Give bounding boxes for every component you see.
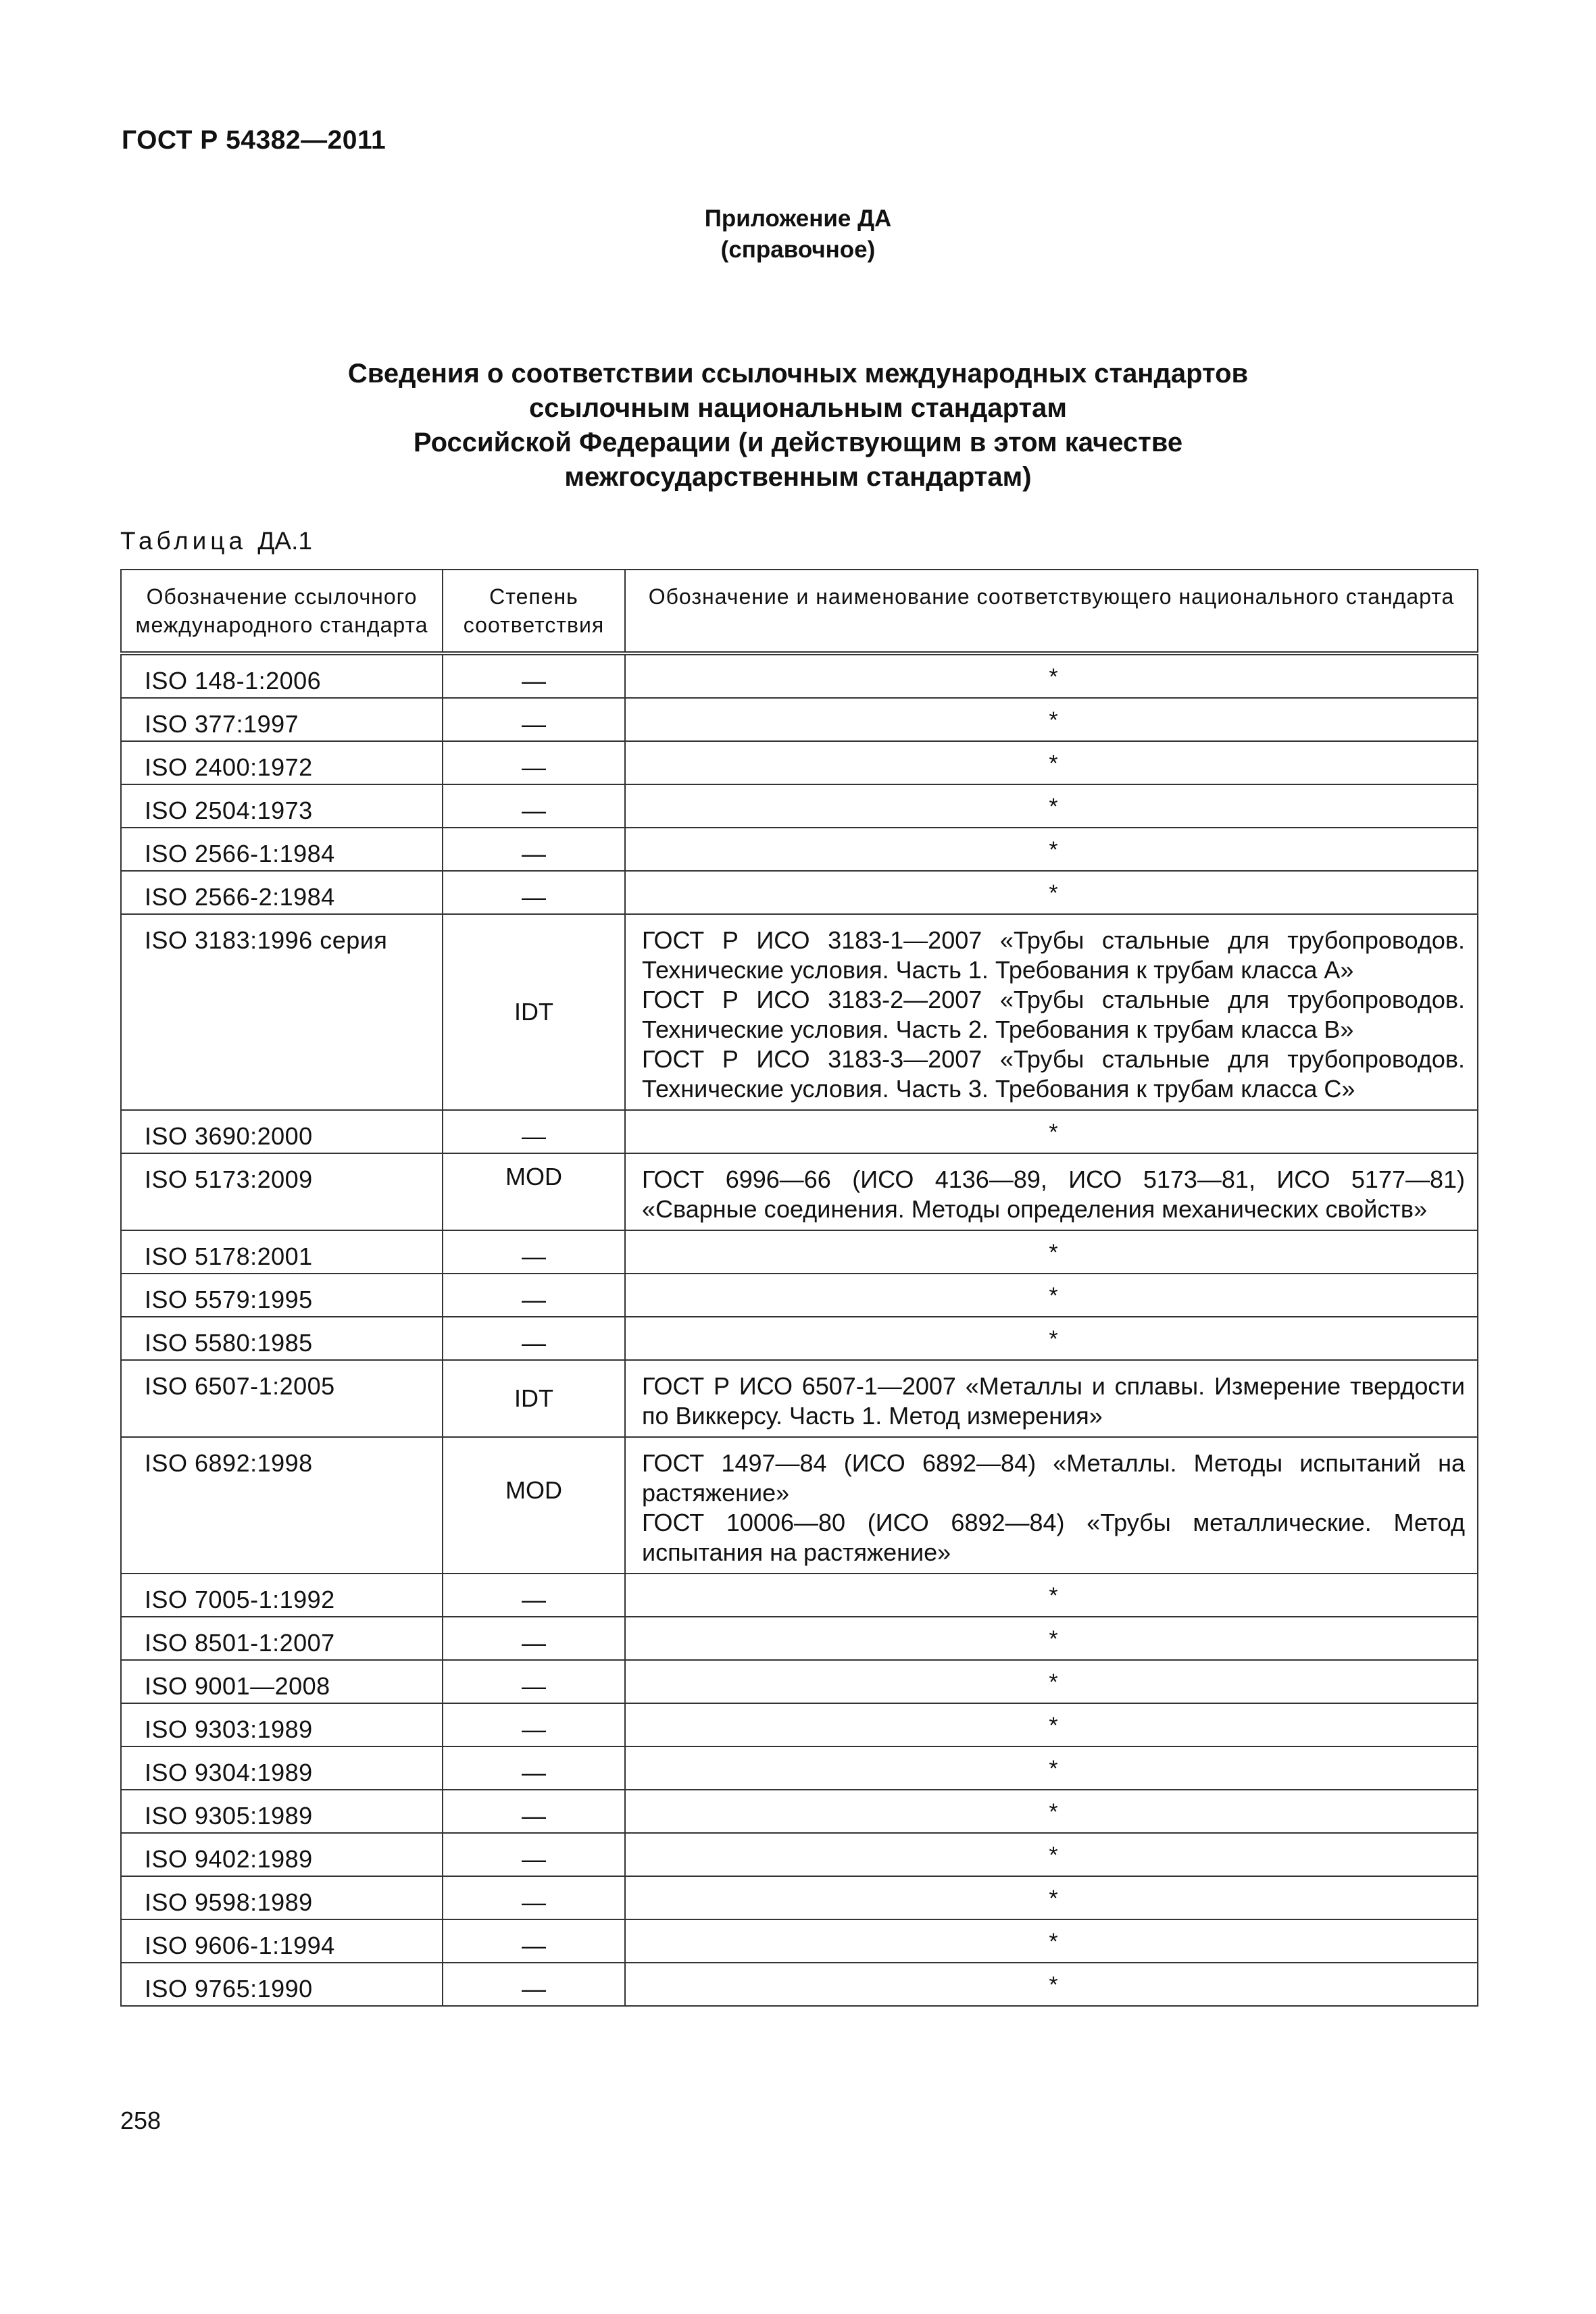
cell-international-standard: ISO 2504:1973 xyxy=(121,784,443,828)
cell-international-standard: ISO 2566-1:1984 xyxy=(121,828,443,871)
cell-national-standard: * xyxy=(625,1230,1478,1274)
cell-national-standard: * xyxy=(625,698,1478,741)
table-row xyxy=(121,1660,1478,1703)
cell-international-standard: ISO 9402:1989 xyxy=(121,1833,443,1876)
table-row xyxy=(121,1110,1478,1153)
cell-degree: — xyxy=(443,1617,625,1660)
cell-international-standard: ISO 9305:1989 xyxy=(121,1790,443,1833)
cell-national-standard: * xyxy=(625,1110,1478,1153)
cell-international-standard: ISO 6507-1:2005 xyxy=(121,1360,443,1437)
table-row xyxy=(121,784,1478,828)
cell-degree: — xyxy=(443,698,625,741)
table-row xyxy=(121,1437,1478,1574)
column-header-degree: Степень соответствия xyxy=(443,570,625,653)
cell-international-standard: ISO 5173:2009 xyxy=(121,1153,443,1230)
cell-international-standard: ISO 3183:1996 серия xyxy=(121,914,443,1110)
table-row xyxy=(121,1153,1478,1230)
cell-international-standard: ISO 8501-1:2007 xyxy=(121,1617,443,1660)
cell-national-standard: * xyxy=(625,828,1478,871)
cell-national-standard: * xyxy=(625,1919,1478,1963)
cell-national-standard: * xyxy=(625,1963,1478,2006)
cell-international-standard: ISO 377:1997 xyxy=(121,698,443,741)
cell-international-standard: ISO 5178:2001 xyxy=(121,1230,443,1274)
table-row xyxy=(121,1919,1478,1963)
table-row xyxy=(121,828,1478,871)
table-row xyxy=(121,1746,1478,1790)
cell-degree: — xyxy=(443,1274,625,1317)
table-row xyxy=(121,1274,1478,1317)
table-row xyxy=(121,1963,1478,2006)
table-caption xyxy=(120,527,312,555)
cell-national-standard: ГОСТ Р ИСО 3183-1—2007 «Трубы стальные для трубопроводов. Технические условия. Часть 1. Требования к трубам класса А» ГОСТ Р ИСО 3183-2—2007 «Трубы стальные для трубопроводов. Технические условия. Часть 2. Требования к трубам класса В» ГОСТ Р ИСО 3183-3—2007 «Трубы стальные для трубопроводов. Технические условия. Часть 3. Требования к трубам класса С» xyxy=(625,914,1478,1110)
section-heading xyxy=(0,357,1596,495)
table-row xyxy=(121,914,1478,1110)
heading-line: Сведения о соответствии ссылочных международных стандартов xyxy=(347,359,1249,388)
document-code: ГОСТ Р 54382—2011 xyxy=(122,126,386,155)
cell-national-standard: * xyxy=(625,1790,1478,1833)
cell-national-standard: * xyxy=(625,741,1478,784)
cell-degree: — xyxy=(443,1790,625,1833)
table-row xyxy=(121,1230,1478,1274)
table-row xyxy=(121,1790,1478,1833)
table-row xyxy=(121,741,1478,784)
table-row xyxy=(121,698,1478,741)
cell-national-standard: ГОСТ 1497—84 (ИСО 6892—84) «Металлы. Методы испытаний на растяжение» ГОСТ 10006—80 (ИСО 6892—84) «Трубы металлические. Метод испытания на растяжение» xyxy=(625,1437,1478,1574)
cell-national-standard: ГОСТ Р ИСО 6507-1—2007 «Металлы и сплавы. Измерение твердости по Виккерсу. Часть 1. Метод измерения» xyxy=(625,1360,1478,1437)
table-row xyxy=(121,1574,1478,1617)
heading-line: Российской Федерации (и действующим в этом качестве xyxy=(413,428,1183,457)
cell-degree: — xyxy=(443,1110,625,1153)
cell-international-standard: ISO 9303:1989 xyxy=(121,1703,443,1746)
column-header-international: Обозначение ссылочного международного стандарта xyxy=(121,570,443,653)
cell-national-standard: ГОСТ 6996—66 (ИСО 4136—89, ИСО 5173—81, ИСО 5177—81) «Сварные соединения. Методы определения механических свойств» xyxy=(625,1153,1478,1230)
cell-degree: — xyxy=(443,828,625,871)
cell-degree: IDT xyxy=(443,914,625,1110)
cell-national-standard: * xyxy=(625,1274,1478,1317)
table-row xyxy=(121,1876,1478,1919)
cell-degree: — xyxy=(443,784,625,828)
cell-degree: MOD xyxy=(443,1437,625,1574)
table-caption-number: ДА.1 xyxy=(257,527,312,555)
cell-national-standard: * xyxy=(625,653,1478,698)
cell-international-standard: ISO 3690:2000 xyxy=(121,1110,443,1153)
page-number: 258 xyxy=(120,2107,161,2134)
cell-national-standard: * xyxy=(625,1617,1478,1660)
cell-international-standard: ISO 9606-1:1994 xyxy=(121,1919,443,1963)
table-header-row xyxy=(121,570,1478,653)
cell-degree: — xyxy=(443,1876,625,1919)
cell-international-standard: ISO 9598:1989 xyxy=(121,1876,443,1919)
cell-national-standard: * xyxy=(625,1574,1478,1617)
cell-degree: — xyxy=(443,1919,625,1963)
cell-national-standard: * xyxy=(625,1317,1478,1360)
cell-international-standard: ISO 5579:1995 xyxy=(121,1274,443,1317)
cell-national-standard: * xyxy=(625,1703,1478,1746)
cell-degree: IDT xyxy=(443,1360,625,1437)
cell-national-standard: * xyxy=(625,871,1478,914)
cell-international-standard: ISO 9765:1990 xyxy=(121,1963,443,2006)
column-header-national: Обозначение и наименование соответствующего национального стандарта xyxy=(625,570,1478,653)
cell-degree: — xyxy=(443,741,625,784)
cell-national-standard: * xyxy=(625,784,1478,828)
cell-degree: — xyxy=(443,1703,625,1746)
cell-national-standard: * xyxy=(625,1660,1478,1703)
cell-international-standard: ISO 5580:1985 xyxy=(121,1317,443,1360)
table-row xyxy=(121,1703,1478,1746)
cell-national-standard: * xyxy=(625,1876,1478,1919)
cell-national-standard: * xyxy=(625,1746,1478,1790)
heading-line: ссылочным национальным стандартам xyxy=(529,393,1067,423)
cell-international-standard: ISO 6892:1998 xyxy=(121,1437,443,1574)
standards-table xyxy=(120,569,1478,2007)
cell-international-standard: ISO 2566-2:1984 xyxy=(121,871,443,914)
cell-degree: — xyxy=(443,1660,625,1703)
cell-degree: — xyxy=(443,1230,625,1274)
cell-international-standard: ISO 2400:1972 xyxy=(121,741,443,784)
cell-international-standard: ISO 148-1:2006 xyxy=(121,653,443,698)
cell-international-standard: ISO 9304:1989 xyxy=(121,1746,443,1790)
cell-international-standard: ISO 7005-1:1992 xyxy=(121,1574,443,1617)
cell-international-standard: ISO 9001—2008 xyxy=(121,1660,443,1703)
cell-degree: MOD xyxy=(443,1153,625,1230)
cell-degree: — xyxy=(443,1574,625,1617)
table-row xyxy=(121,871,1478,914)
appendix-type: (справочное) xyxy=(720,236,876,263)
cell-degree: — xyxy=(443,1317,625,1360)
table-row xyxy=(121,1360,1478,1437)
cell-degree: — xyxy=(443,653,625,698)
cell-degree: — xyxy=(443,1833,625,1876)
table-row xyxy=(121,653,1478,698)
appendix-title: Приложение ДА xyxy=(704,205,892,232)
table-body xyxy=(121,653,1478,2006)
cell-national-standard: * xyxy=(625,1833,1478,1876)
table-caption-prefix: Таблица xyxy=(120,527,247,555)
cell-degree: — xyxy=(443,1746,625,1790)
table-row xyxy=(121,1317,1478,1360)
heading-line: межгосударственным стандартам) xyxy=(564,462,1032,492)
cell-degree: — xyxy=(443,871,625,914)
cell-degree: — xyxy=(443,1963,625,2006)
table-row xyxy=(121,1833,1478,1876)
table-row xyxy=(121,1617,1478,1660)
